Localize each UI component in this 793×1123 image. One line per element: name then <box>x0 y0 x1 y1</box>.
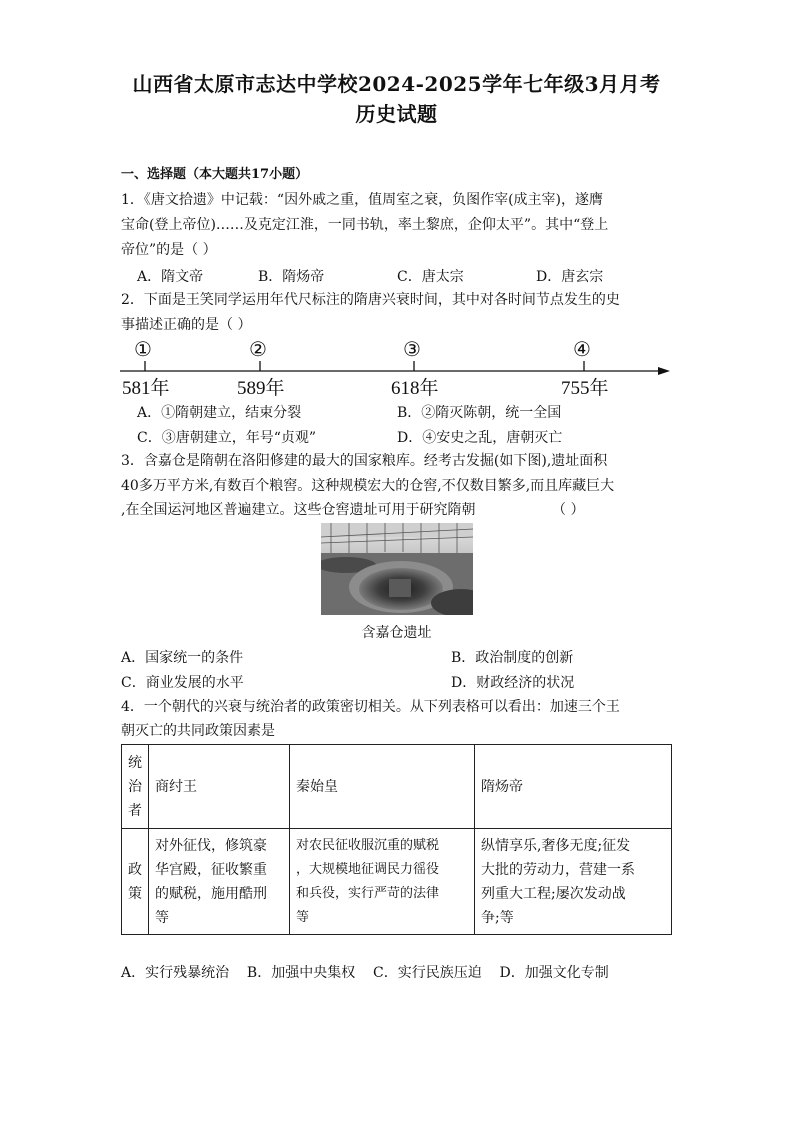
timeline-mark-3: ③ <box>403 337 421 361</box>
q1-option-d[interactable]: D．唐玄宗 <box>536 269 604 285</box>
q2-line: 事描述正确的是（ ） <box>121 317 252 333</box>
q2-line: 2．下面是王笑同学运用年代尺标注的隋唐兴衰时间，其中对各时间节点发生的史 <box>121 292 620 308</box>
q3-answer-bracket: （ ） <box>552 502 585 518</box>
q4-line: 4．一个朝代的兴衰与统治者的政策密切相关。从下列表格可以看出：加速三个王 <box>121 699 620 715</box>
cell-line: 和兵役，实行严苛的法律 <box>296 885 440 901</box>
policy-table <box>121 744 672 935</box>
granary-site-photo <box>321 523 473 615</box>
section-heading: 一、选择题（本大题共17小题） <box>121 167 309 182</box>
q1-line: 宝命(登上帝位)……及克定江淮，一同书轨，率土黎庶，企仰太平”。其中“登上 <box>121 217 609 233</box>
cell-line: 等 <box>296 909 310 925</box>
q3-option-d[interactable]: D．财政经济的状况 <box>451 675 575 691</box>
q4-line: 朝灭亡的共同政策因素是 <box>121 723 275 739</box>
page-title: 山西省太原市志达中学校2024-2025学年七年级3月月考 <box>132 72 661 96</box>
q1-line: 帝位”的是（ ） <box>121 242 217 258</box>
header-ruler: 统治者 <box>128 754 142 819</box>
cell-line: 对农民征收服沉重的赋税 <box>296 837 440 853</box>
row-label-text: 政策 <box>128 861 142 902</box>
timeline-year-581: 581年 <box>122 378 170 399</box>
q2-option-b[interactable]: B．②隋灭陈朝，统一全国 <box>397 405 562 421</box>
timeline-mark-1: ① <box>134 337 152 361</box>
table-row <box>122 829 672 935</box>
page-subtitle: 历史试题 <box>355 102 438 126</box>
cell-line: 的赋税，施用酷刑 <box>155 885 267 902</box>
q2-option-c[interactable]: C．③唐朝建立，年号“贞观” <box>137 430 317 446</box>
q4-options[interactable]: A．实行残暴统治 B．加强中央集权 C．实行民族压迫 D．加强文化专制 <box>121 965 609 981</box>
table-row-label <box>122 829 149 935</box>
q1-option-a[interactable]: A．隋文帝 <box>137 269 204 285</box>
timeline-mark-4: ④ <box>573 337 591 361</box>
table-header-cell: 秦始皇 <box>290 745 475 829</box>
cell-line: 华宫殿，征收繁重 <box>155 861 267 878</box>
q1-option-b[interactable]: B．隋炀帝 <box>258 269 325 285</box>
cell-line: 纵情享乐,奢侈无度;征发 <box>481 837 631 854</box>
table-header-row <box>122 745 672 829</box>
cell-line: 对外征伐，修筑豪 <box>155 837 267 854</box>
q1-line: 1．《唐文拾遗》中记载：“因外戚之重，值周室之衰，负图作宰(成主宰)，遂膺 <box>121 192 603 208</box>
table-cell <box>475 829 672 935</box>
q2-option-a[interactable]: A．①隋朝建立，结束分裂 <box>137 405 302 421</box>
timeline-mark-2: ② <box>249 337 267 361</box>
cell-line: 大批的劳动力，营建一系 <box>481 861 635 878</box>
timeline-year-589: 589年 <box>237 378 285 399</box>
cell-line: 等 <box>155 909 169 926</box>
q3-line: ,在全国运河地区普遍建立。这些仓窖遗址可用于研究隋朝 <box>121 502 476 518</box>
cell-line: 列重大工程;屡次发动战 <box>481 885 626 902</box>
q2-option-d[interactable]: D．④安史之乱，唐朝灭亡 <box>397 430 563 446</box>
cell-line: ，大规模地征调民力徭役 <box>296 861 440 877</box>
photo-caption: 含嘉仓遗址 <box>361 625 432 641</box>
q3-option-b[interactable]: B．政治制度的创新 <box>451 650 574 666</box>
q3-line: 3．含嘉仓是隋朝在洛阳修建的最大的国家粮库。经考古发掘(如下图),遗址面积 <box>121 453 608 469</box>
timeline-year-618: 618年 <box>391 378 439 399</box>
table-cell <box>149 829 290 935</box>
table-header-cell: 商纣王 <box>149 745 290 829</box>
table-cell <box>290 829 475 935</box>
q3-option-c[interactable]: C．商业发展的水平 <box>121 675 244 691</box>
q1-option-c[interactable]: C．唐太宗 <box>397 269 464 285</box>
table-header-cell <box>122 745 149 829</box>
timeline-year-755: 755年 <box>561 378 609 399</box>
timeline-arrow <box>658 367 670 375</box>
table-header-cell: 隋炀帝 <box>475 745 672 829</box>
q3-option-a[interactable]: A．国家统一的条件 <box>121 650 244 666</box>
cell-line: 争;等 <box>481 909 514 926</box>
q3-line: 40多万平方米,有数百个粮窖。这种规模宏大的仓窖,不仅数目繁多,而且库藏巨大 <box>121 478 615 494</box>
